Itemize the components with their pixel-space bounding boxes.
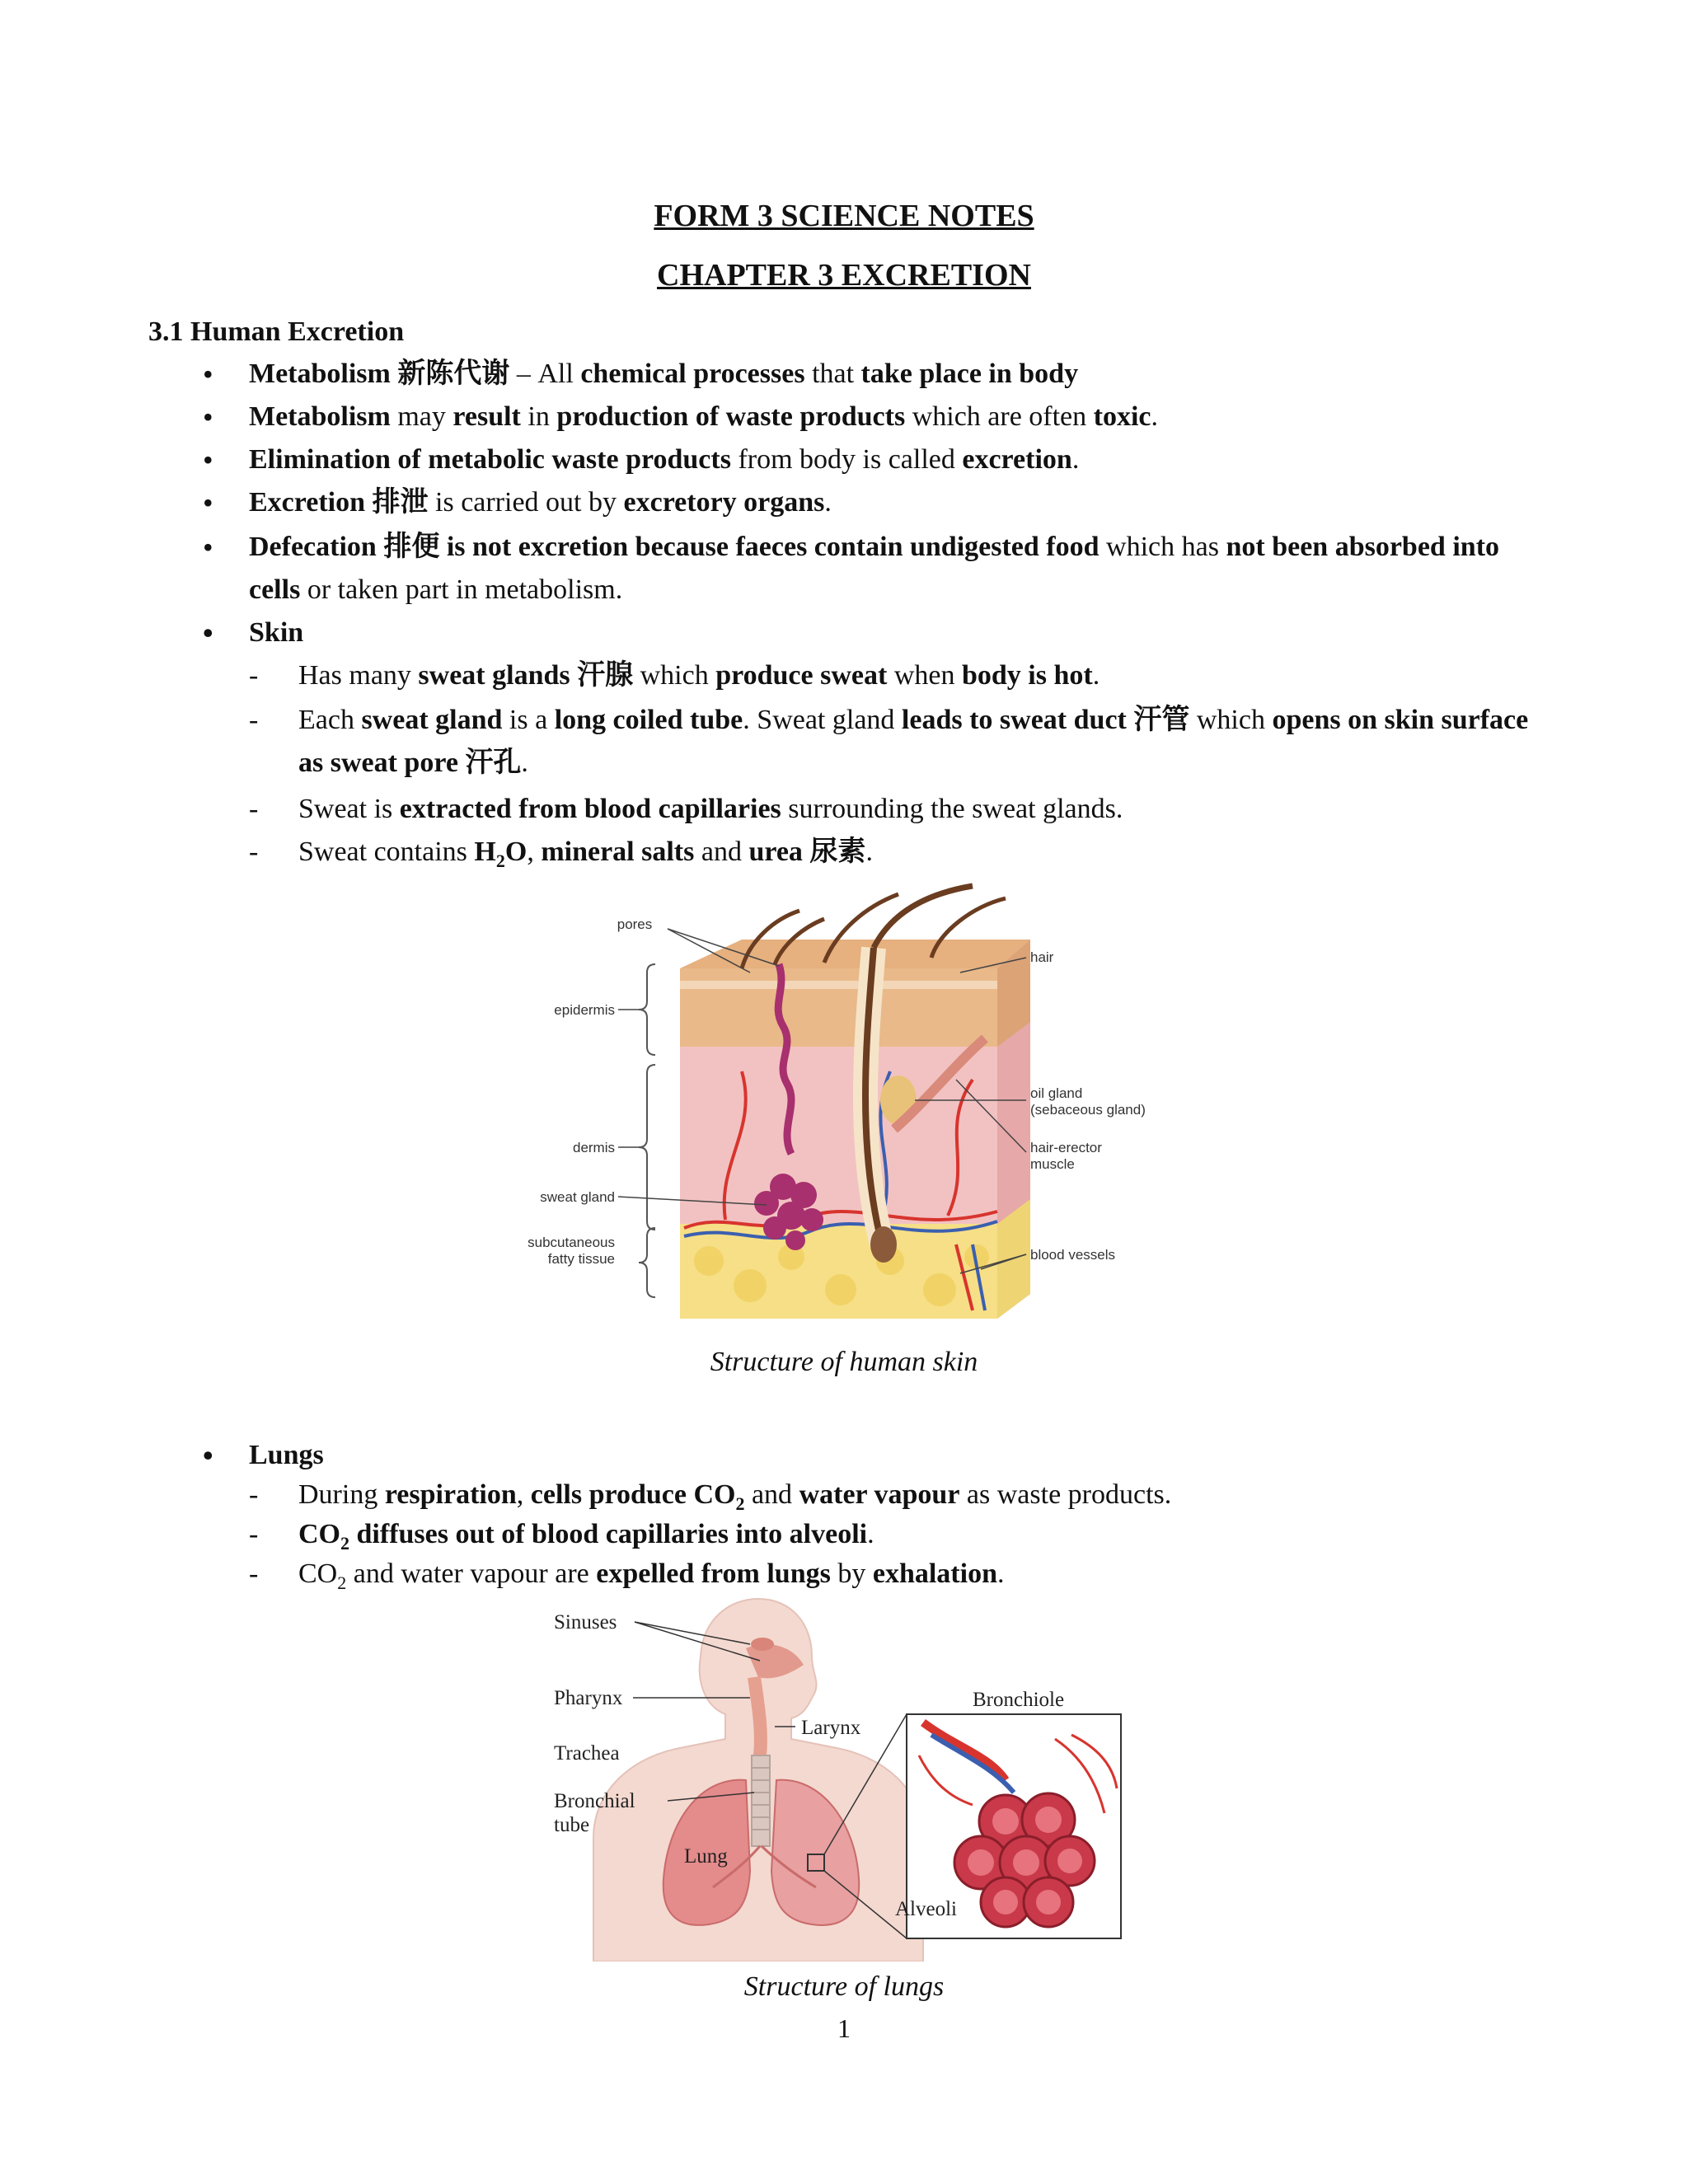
skin-point-sweat-duct: - Each sweat gland is a long coiled tube. Sweat gland leads to sweat duct 汗管 which opens on skin surface as sweat pore 汗孔. <box>298 699 1551 785</box>
label-sweat-gland: sweat gland <box>540 1189 615 1205</box>
skin-point-sweat-contents: - Sweat contains $H_2O$, mineral salts and urea 尿素. <box>298 831 1551 874</box>
label-oil-gland: oil gland <box>1030 1085 1083 1101</box>
label-blood-vessels: blood vessels <box>1030 1247 1116 1263</box>
label-hair: hair <box>1030 949 1054 965</box>
bullet-metabolism-waste: • Metabolism may result in production of waste products which are often toxic. <box>249 396 1535 438</box>
label-pores: pores <box>617 916 653 932</box>
label-alveoli: Alveoli <box>895 1898 957 1920</box>
skin-point-capillaries: - Sweat is extracted from blood capillaries surrounding the sweat glands. <box>298 788 1551 831</box>
label-bronchial-tube: Bronchial <box>554 1790 635 1812</box>
label-lung: Lung <box>684 1845 728 1868</box>
label-hair-erector: hair-erector <box>1030 1140 1102 1155</box>
trachea-drawing <box>752 1755 770 1846</box>
label-bronchial-tube-line2: tube <box>554 1814 590 1836</box>
lungs-structure-diagram <box>544 1591 1137 1961</box>
chapter-title: CHAPTER 3 EXCRETION <box>657 258 1031 293</box>
page-number: 1 <box>837 2013 851 2043</box>
bullet-lungs-heading: • Lungs <box>249 1434 1535 1477</box>
label-larynx: Larynx <box>801 1717 861 1739</box>
page-title: FORM 3 SCIENCE NOTES <box>654 199 1034 233</box>
label-pharynx: Pharynx <box>554 1687 623 1709</box>
skin-figure-caption: Structure of human skin <box>710 1347 978 1377</box>
label-dermis: dermis <box>572 1140 615 1155</box>
torso-drawing <box>593 1599 923 1961</box>
label-bronchiole: Bronchiole <box>973 1689 1065 1711</box>
bullet-excretion: • Excretion 排泄 is carried out by excretory organs. <box>249 481 1535 524</box>
lungs-point-respiration: - During respiration, cells produce $CO_2$ and water vapour as waste products. <box>298 1474 1551 1516</box>
lungs-point-exhalation: - $CO_2$ and water vapour are expelled from lungs by exhalation. <box>298 1553 1551 1596</box>
skin-structure-diagram <box>511 882 1170 1327</box>
label-sebaceous-gland: (sebaceous gland) <box>1030 1102 1146 1118</box>
label-trachea: Trachea <box>554 1742 620 1765</box>
label-subcutaneous: subcutaneous <box>528 1235 615 1250</box>
lungs-figure-caption: Structure of lungs <box>743 1971 945 2002</box>
layer-brackets <box>639 964 655 1297</box>
skin-point-sweat-glands: - Has many sweat glands 汗腺 which produce sweat when body is hot. <box>298 654 1551 697</box>
bullet-metabolism-definition: • Metabolism 新陈代谢 – All chemical processes that take place in body <box>249 353 1535 396</box>
bullet-elimination: • Elimination of metabolic waste products from body is called excretion. <box>249 438 1535 481</box>
label-hair-erector-muscle: muscle <box>1030 1156 1075 1172</box>
lungs-point-diffusion: - $CO_2$ diffuses out of blood capillaries into alveoli. <box>298 1513 1551 1556</box>
bullet-skin-heading: • Skin <box>249 612 1535 654</box>
label-epidermis: epidermis <box>554 1002 615 1018</box>
section-heading: 3.1 Human Excretion <box>148 316 405 347</box>
bullet-defecation: • Defecation 排便 is not excretion because faeces contain undigested food which has not been absorbed into cells or taken part in metabolism. <box>249 526 1535 612</box>
label-sinuses: Sinuses <box>554 1611 617 1633</box>
label-fatty-tissue: fatty tissue <box>547 1251 615 1267</box>
